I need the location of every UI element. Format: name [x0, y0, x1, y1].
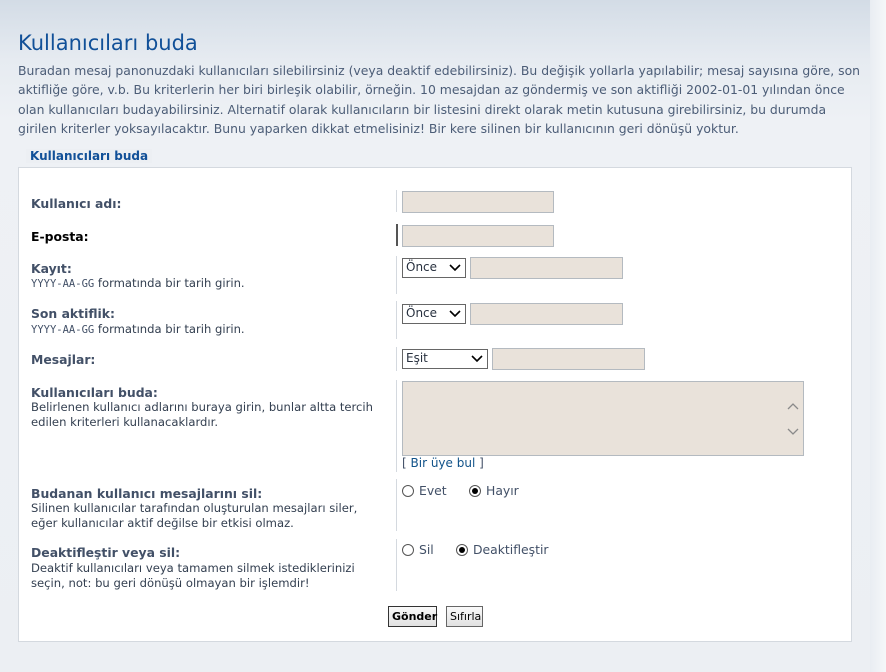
find-member-close: ]	[475, 456, 484, 470]
date-format: YYYY-AA-GG	[31, 324, 95, 336]
email-input[interactable]	[402, 225, 554, 247]
username-label: Kullanıcı adı:	[31, 196, 122, 211]
divider	[396, 224, 398, 246]
fieldset-legend: Kullanıcıları buda	[26, 149, 152, 163]
last-active-date-input[interactable]	[470, 303, 623, 325]
reset-button[interactable]: Sıfırla	[446, 606, 483, 627]
find-member	[402, 456, 484, 470]
mode-delete-radio[interactable]	[402, 542, 434, 557]
divider	[396, 256, 397, 294]
joined-select-value: Önce	[406, 260, 438, 274]
chevron-down-icon	[449, 310, 461, 318]
divider	[396, 301, 397, 339]
delete-posts-hint: Silinen kullanıcılar tarafından oluşturulan mesajları siler, eğer kullanıcılar aktif değilse bir etkisi olmaz.	[31, 501, 358, 530]
radio-yes-dot[interactable]	[402, 485, 414, 497]
delete-posts-label: Budanan kullanıcı mesajlarını sil:	[31, 486, 263, 501]
last-active-select-value: Önce	[406, 306, 438, 320]
radio-deactivate-dot[interactable]	[456, 544, 468, 556]
delete-posts-no-radio[interactable]	[469, 483, 519, 498]
chevron-up-icon[interactable]	[787, 402, 799, 410]
mode-delete-label: Sil	[419, 542, 434, 557]
username-input[interactable]	[402, 191, 554, 213]
mode-deactivate-radio[interactable]	[456, 542, 549, 557]
find-member-open: [	[402, 456, 411, 470]
find-member-link[interactable]: Bir üye bul	[410, 456, 476, 470]
last-active-hint-text: formatında bir tarih girin.	[94, 322, 245, 336]
joined-hint-text: formatında bir tarih girin.	[94, 276, 245, 290]
divider	[396, 539, 397, 591]
joined-label: Kayıt:	[31, 261, 72, 276]
intro-text: Buradan mesaj panonuzdaki kullanıcıları silebilirsiniz (veya deaktif edebilirsiniz). Bu değişik yollarla yapılabilir; mesaj sayısına göre, son aktifliğe göre, v.b. Bu kriterlerin her biri birleşik olabilir, örneğin. 10 mesajdan az göndermiş ve son aktifliği 2002-01-01 yılından önce olan kullanıcıları budayabilirsiniz. Alternatif olarak kullanıcıların bir listesini direkt olarak metin kutusuna girebilirsiniz, bu durumda girilen kriterler yoksayılacaktır. Bunu yaparken dikkat etmelisiniz! Bir kere silinen bir kullanıcının geri dönüşü yoktur.	[18, 63, 861, 136]
joined-date-input[interactable]	[470, 257, 623, 279]
mode-deactivate-label: Deaktifleştir	[473, 542, 549, 557]
divider	[396, 347, 397, 371]
window-edge	[870, 0, 886, 672]
last-active-hint	[31, 322, 381, 338]
radio-delete-dot[interactable]	[402, 544, 414, 556]
radio-no-dot[interactable]	[469, 485, 481, 497]
divider	[396, 380, 397, 472]
chevron-down-icon	[471, 355, 483, 363]
prune-users-fieldset	[18, 167, 852, 642]
last-active-select[interactable]	[402, 304, 466, 324]
delete-posts-yes-label: Evet	[419, 483, 447, 498]
posts-label: Mesajlar:	[31, 352, 96, 367]
submit-button[interactable]: Gönder	[388, 606, 437, 627]
divider	[396, 479, 397, 531]
mode-label: Deaktifleştir veya sil:	[31, 545, 181, 560]
divider	[396, 190, 397, 212]
posts-select[interactable]	[402, 349, 488, 369]
email-label: E-posta:	[31, 229, 89, 244]
joined-select[interactable]	[402, 258, 466, 278]
users-hint: Belirlenen kullanıcı adlarını buraya girin, bunlar altta tercih edilen kriterleri kullanacaklardır.	[31, 400, 373, 429]
mode-hint: Deaktif kullanıcıları veya tamamen silmek istediklerinizi seçin, not: bu geri dönüşü olmayan bir işlemdir!	[31, 561, 355, 590]
date-format: YYYY-AA-GG	[31, 278, 95, 290]
delete-posts-no-label: Hayır	[486, 483, 519, 498]
posts-count-input[interactable]	[492, 348, 645, 370]
chevron-down-icon	[449, 264, 461, 272]
users-label: Kullanıcıları buda:	[31, 385, 158, 400]
users-textarea[interactable]	[402, 381, 804, 456]
posts-select-value: Eşit	[406, 351, 428, 365]
joined-hint	[31, 276, 381, 292]
last-active-label: Son aktiflik:	[31, 306, 115, 321]
delete-posts-yes-radio[interactable]	[402, 483, 447, 498]
chevron-down-icon[interactable]	[787, 428, 799, 436]
page-title: Kullanıcıları buda	[18, 31, 198, 55]
